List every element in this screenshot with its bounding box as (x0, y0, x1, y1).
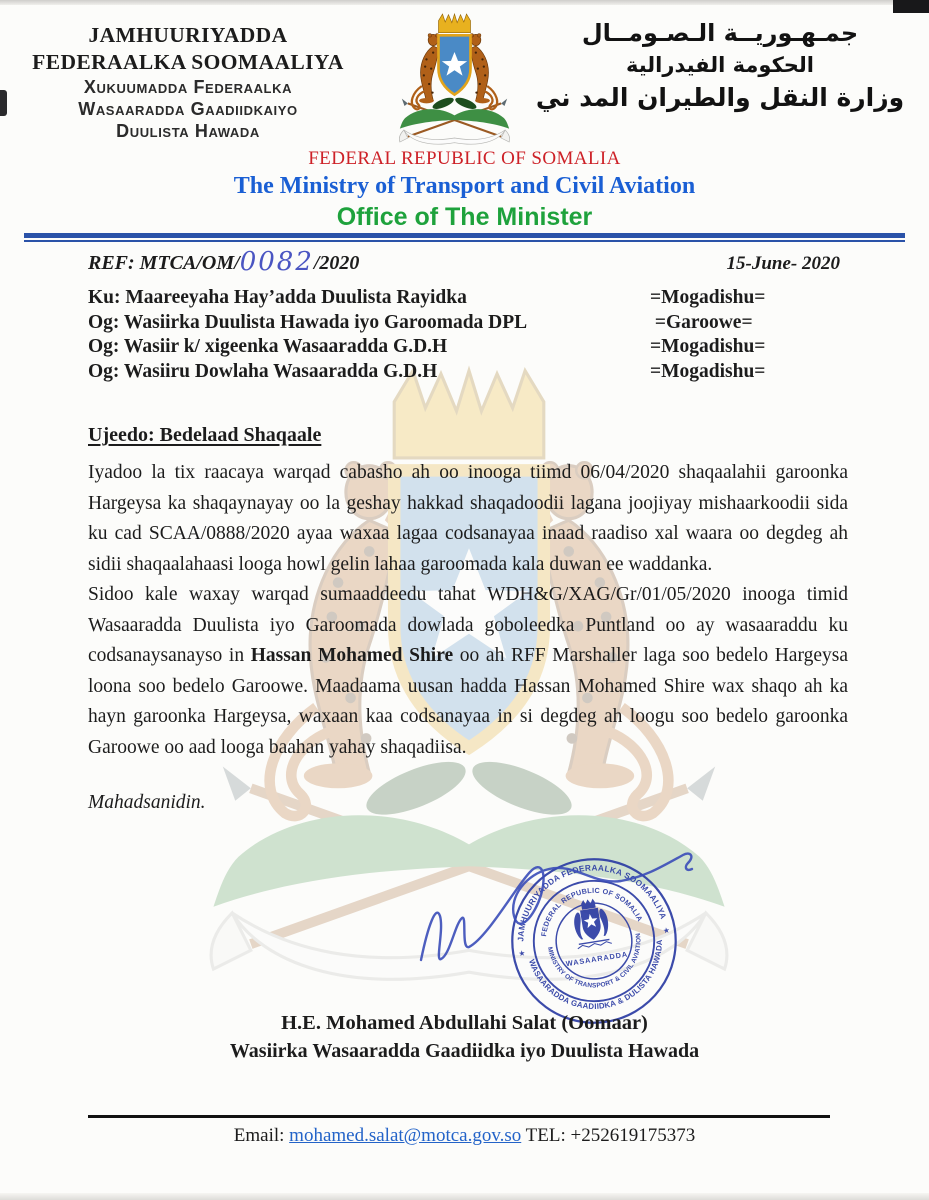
recipient-city: =Mogadishu= (650, 360, 766, 382)
scan-mark-top-right (893, 0, 929, 13)
stamp-star-right: ★ (662, 925, 671, 936)
recipient-city: =Mogadishu= (650, 336, 766, 357)
stamp-outer-bottom-text: WASAARADDA GAADIIDKA & DULISTA HAWADA (526, 939, 664, 1012)
body-paragraph-2 (88, 580, 848, 763)
ministry-title: The Ministry of Transport and Civil Aviation (233, 173, 696, 199)
tel-text: TEL: +252619175373 (521, 1125, 696, 1146)
ref-label: REF: MTCA/OM/ (88, 252, 240, 274)
ref-handwritten-number: 0082 (239, 247, 314, 277)
recipient-label: Og: Wasiirka Duulista Hawada iyo Garoomada DPL (88, 311, 528, 333)
recipient-row (88, 335, 868, 360)
letterhead-line: Duulista Hawada (116, 121, 260, 141)
stamp-inner-top-text: FEDERAL REPUBLIC OF SOMALIA (539, 885, 645, 938)
email-link[interactable]: mohamed.salat@motca.gov.so (289, 1125, 522, 1146)
ref-suffix: /2020 (313, 252, 360, 274)
letterhead-line: Xukuumadda Federaalka (83, 77, 293, 97)
body-paragraph-1: Iyadoo la tix raacaya warqad cabasho ah oo inooga tiimd 06/04/2020 shaqaalahii garoonka Hargeysa ka shaqaynayay oo la geshay hakkad shaqadoodii lagana joojiyay mishaarkoodii sida ku cad SCAA/0888/2020 ayaa waxaa lagaa codsanayaa inaad raadiso xal waara oo degdeg ah sidii shaqaalahaasi looga howl gelin lahaa garoomada kala duwan ee waddanka. (88, 462, 848, 575)
office-title: Office of The Minister (336, 203, 593, 231)
stamp-center-label: WASAARADDA (565, 949, 629, 969)
recipient-row (88, 286, 868, 311)
recipient-row (88, 311, 868, 336)
stamp-star-left: ★ (517, 948, 527, 959)
header-divider (24, 233, 905, 242)
handwritten-signature (395, 838, 717, 1010)
recipient-label: Og: Wasiiru Dowlaha Wasaaradda G.D.H (88, 360, 438, 382)
paragraph-text: Sidoo kale waxay warqad sumaaddeedu tahat WDH&G/XAG/Gr/01/05/2020 inooga timid Wasaaradda Duulista iyo Garoomada dowlada goboleedka Puntland oo ay wasaaraddu ku codsanaysanayso in (88, 584, 848, 666)
title-block (0, 147, 929, 233)
subject-line: Ujeedo: Bedelaad Shaqaale (88, 424, 322, 446)
signature-block (0, 1009, 929, 1065)
letterhead-somali (14, 22, 362, 142)
recipient-city: =Garoowe= (650, 311, 753, 333)
arabic-line: الحكومة الفيدرالية (625, 53, 815, 77)
footer-divider (88, 1115, 830, 1118)
closing-line: Mahadsanidin. (88, 792, 206, 813)
signer-name: H.E. Mohamed Abdullahi Salat (Oomaar) (281, 1012, 648, 1034)
signer-title: Wasiirka Wasaaradda Gaadiidka iyo Duulista Hawada (229, 1040, 700, 1062)
reference-row (88, 246, 840, 276)
recipient-city: =Mogadishu= (650, 287, 766, 308)
letterhead-line: JAMHUURIYADDA (88, 23, 288, 47)
stamp-inner-bottom-text: MINISTRY OF TRANSPORT & CIVIL AVIATION (545, 932, 643, 990)
stamp-outer-top-text: JAMHUURIYADDA FEDERAALKA SOOMAALIYA (516, 863, 668, 942)
letterhead-line: Wasaaradda Gaadiidkaiyo (78, 99, 298, 119)
coat-of-arms-icon (372, 6, 537, 146)
recipient-label: Ku: Maareeyaha Hay’adda Duulista Rayidka (88, 287, 467, 308)
arabic-line: وزارة النقل والطيران المد ني (535, 83, 905, 112)
paragraph-text: oo ah RFF Marshaller laga soo bedelo Hargeysa loona soo bedelo Garoowe. Maadaama uusan hadda Hassan Mohamed Shire wax shaqo ah ka hayn garoonka Hargeysa, waxaan kaa codsanayaa in si degdeg ah loogu soo bedelo garoonka Garoowe oo aad looga baahan yahay shaqadiisa. (88, 645, 849, 758)
country-title: FEDERAL REPUBLIC OF SOMALIA (308, 148, 621, 169)
recipient-list (88, 286, 868, 384)
arabic-line: جمـهـوريــة الـصـومــال (581, 19, 859, 47)
person-name-bold: Hassan Mohamed Shire (250, 645, 454, 666)
recipient-label: Og: Wasiir k/ xigeenka Wasaaradda G.D.H (88, 336, 448, 357)
letterhead-arabic (535, 16, 905, 116)
scan-mark-left-edge (0, 90, 7, 116)
footer-contact (0, 1125, 929, 1147)
letterhead-line: FEDERAALKA SOOMAALIYA (32, 50, 344, 74)
recipient-row (88, 360, 868, 385)
reference-number (88, 246, 359, 276)
letter-date: 15-June- 2020 (726, 253, 840, 274)
email-label: Email: (233, 1125, 290, 1146)
